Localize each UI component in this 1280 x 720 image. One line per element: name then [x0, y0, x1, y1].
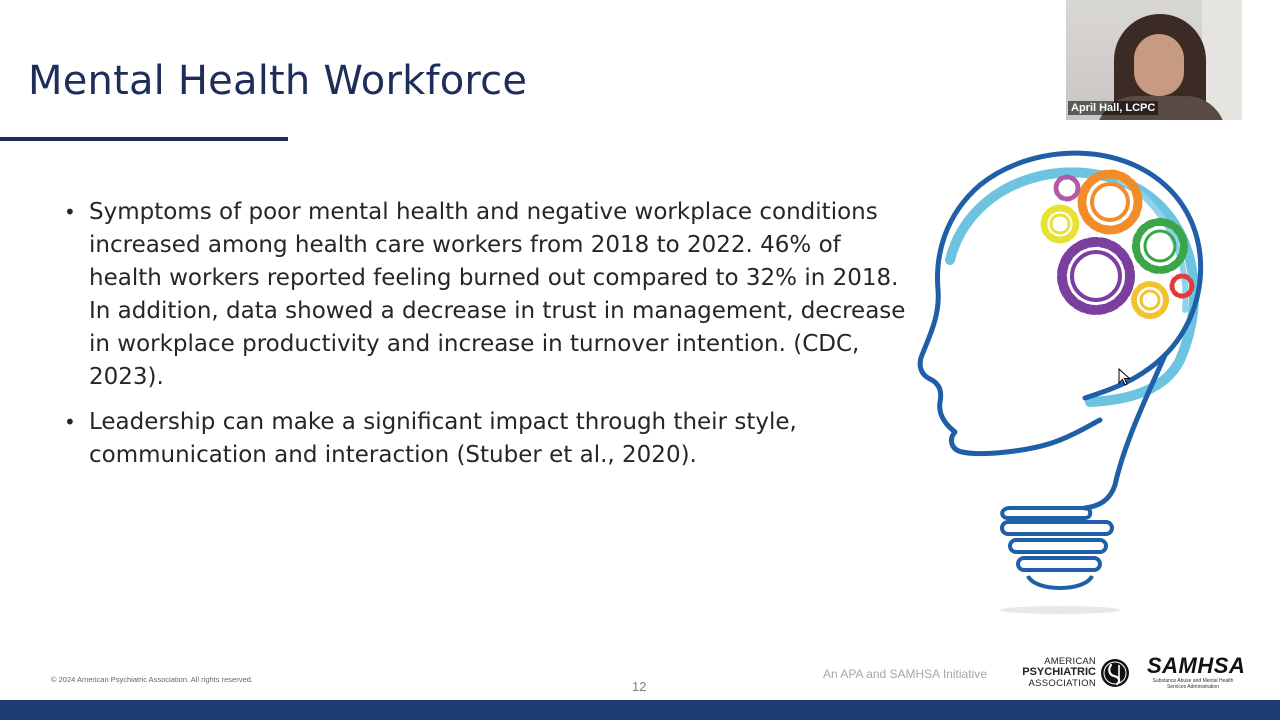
initiative-label: An APA and SAMHSA Initiative	[823, 667, 987, 681]
footer-bar	[0, 700, 1280, 720]
mouse-pointer-icon	[1118, 368, 1132, 386]
bullet-list	[64, 196, 914, 484]
apa-logo	[1016, 656, 1132, 690]
page-number: 12	[632, 679, 647, 694]
video-tile-margin	[1242, 0, 1280, 120]
title-underline	[0, 137, 288, 141]
bullet-text: Symptoms of poor mental health and negative workplace conditions increased among health care workers from 2018 to 2022. 46% of health workers reported feeling burned out compared to 32% in 2018. In addition, data showed a decrease in trust in management, decrease in workplace productivity and increase in turnover intention. (CDC, 2023).	[89, 199, 906, 390]
apa-logo-text	[1016, 656, 1096, 689]
samhsa-logo	[1147, 653, 1246, 690]
samhsa-logo-subtitle: Substance Abuse and Mental Health Services Administration	[1152, 678, 1234, 690]
samhsa-logo-word: SAMHSA	[1147, 653, 1246, 678]
participant-video-tile[interactable]	[1066, 0, 1242, 120]
apa-logo-line: PSYCHIATRIC	[1022, 666, 1096, 678]
apa-logo-line: ASSOCIATION	[1028, 678, 1096, 689]
participant-name-label: April Hall, LCPC	[1068, 101, 1158, 115]
bullet-symbol: •	[64, 410, 76, 434]
bullet-item	[64, 406, 914, 472]
participant-face	[1134, 34, 1184, 96]
copyright-notice: © 2024 American Psychiatric Association. All rights reserved.	[51, 675, 253, 684]
slide-title: Mental Health Workforce	[28, 58, 528, 104]
bullet-text: Leadership can make a significant impact through their style, communication and interaction (Stuber et al., 2020).	[89, 409, 797, 468]
lightbulb-head-with-gears-icon	[910, 140, 1220, 620]
apa-logo-line: AMERICAN	[1044, 656, 1096, 667]
bullet-item	[64, 196, 914, 394]
bullet-symbol: •	[64, 200, 76, 224]
apa-seal-icon	[1100, 656, 1130, 690]
